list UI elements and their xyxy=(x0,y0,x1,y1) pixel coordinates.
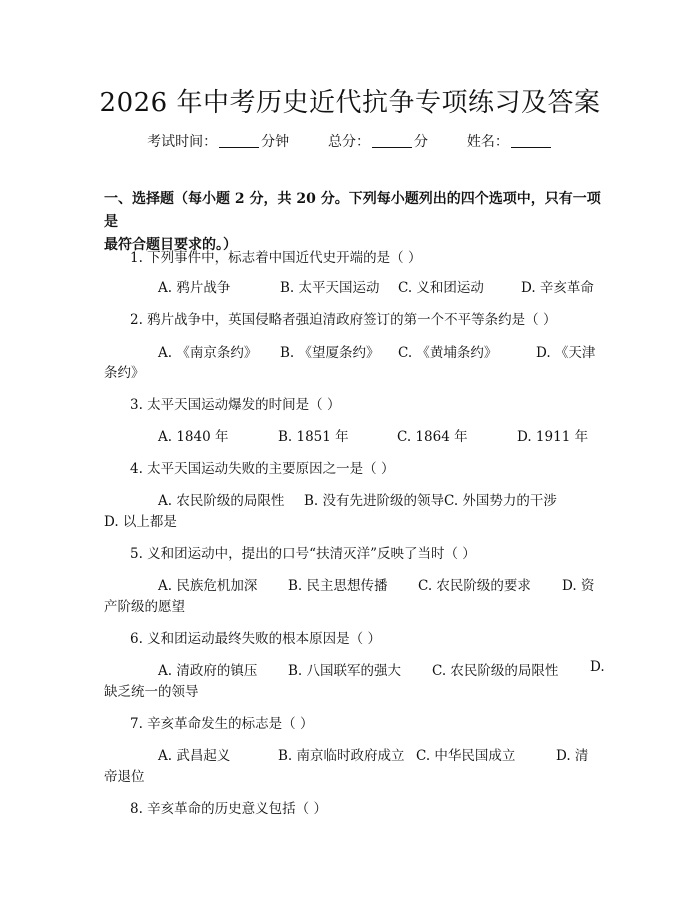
option-a: A. 清政府的镇压 xyxy=(158,663,258,679)
option-d: D. 以上都是 xyxy=(104,514,177,530)
option-a: A. 鸦片战争 xyxy=(158,280,231,296)
option-c: C. 义和团运动 xyxy=(398,280,484,296)
option-d: D. 1911 年 xyxy=(517,429,589,445)
option-b: B. 八国联军的强大 xyxy=(288,663,402,679)
question-stem: 5. 义和团运动中，提出的口号“扶清灭洋”反映了当时（ ） xyxy=(130,546,476,562)
question-stem: 8. 辛亥革命的历史意义包括（ ） xyxy=(130,801,327,817)
document-title: 2026 年中考历史近代抗争专项练习及答案 xyxy=(99,88,601,118)
option-c: C. 农民阶级的要求 xyxy=(418,578,531,594)
score-unit: 分 xyxy=(414,134,428,150)
question-stem: 1. 下列事件中，标志着中国近代史开端的是（ ） xyxy=(130,250,422,266)
name-blank xyxy=(511,133,551,148)
time-label: 考试时间： xyxy=(147,134,218,150)
question-stem: 2. 鸦片战争中，英国侵略者强迫清政府签订的第一个不平等条约是（ ） xyxy=(130,312,557,328)
option-b: B. 没有先进阶级的领导 xyxy=(304,493,445,509)
option-a: A. 1840 年 xyxy=(158,429,229,445)
option-d-continued: 条约》 xyxy=(104,365,145,381)
option-b: B. 《望厦条约》 xyxy=(280,345,380,361)
option-c: C. 农民阶级的局限性 xyxy=(432,663,559,679)
option-c: C. 《黄埔条约》 xyxy=(398,345,498,361)
score-label: 总分： xyxy=(328,134,370,150)
option-b: B. 南京临时政府成立 xyxy=(278,748,405,764)
option-a: A. 《南京条约》 xyxy=(158,345,258,361)
option-a: A. 农民阶级的局限性 xyxy=(158,493,285,509)
option-a: A. 武昌起义 xyxy=(158,748,231,764)
name-label: 姓名： xyxy=(466,134,509,150)
option-d-continued: 帝退位 xyxy=(104,769,145,785)
option-c: C. 1864 年 xyxy=(397,429,468,445)
option-b: B. 太平天国运动 xyxy=(280,280,380,296)
exam-meta xyxy=(0,131,700,151)
section-heading-line1: 一、选择题（每小题 2 分，共 20 分。下列每小题列出的四个选项中，只有一项是 xyxy=(104,191,601,230)
option-c: C. 外国势力的干涉 xyxy=(444,493,557,509)
option-d: D. 《天津 xyxy=(536,345,596,361)
question-stem: 6. 义和团运动最终失败的根本原因是（ ） xyxy=(130,631,381,647)
option-d: D. 资 xyxy=(562,578,595,594)
question-stem: 4. 太平天国运动失败的主要原因之一是（ ） xyxy=(130,461,395,477)
option-d: D. 清 xyxy=(556,748,589,764)
question-stem: 3. 太平天国运动爆发的时间是（ ） xyxy=(130,397,341,413)
option-b: B. 民主思想传播 xyxy=(288,578,388,594)
score-blank xyxy=(372,133,412,148)
time-unit: 分钟 xyxy=(261,134,290,150)
question-stem: 7. 辛亥革命发生的标志是（ ） xyxy=(130,716,314,732)
option-d: D. xyxy=(590,659,605,675)
option-d-continued: 产阶级的愿望 xyxy=(104,599,185,615)
option-c: C. 中华民国成立 xyxy=(416,748,516,764)
option-d-continued: 缺乏统一的领导 xyxy=(104,684,199,700)
section-heading-line2: 最符合题目要求的。） xyxy=(104,237,237,253)
time-blank xyxy=(219,133,259,148)
option-b: B. 1851 年 xyxy=(278,429,349,445)
option-d: D. 辛亥革命 xyxy=(521,280,594,296)
option-a: A. 民族危机加深 xyxy=(158,578,258,594)
